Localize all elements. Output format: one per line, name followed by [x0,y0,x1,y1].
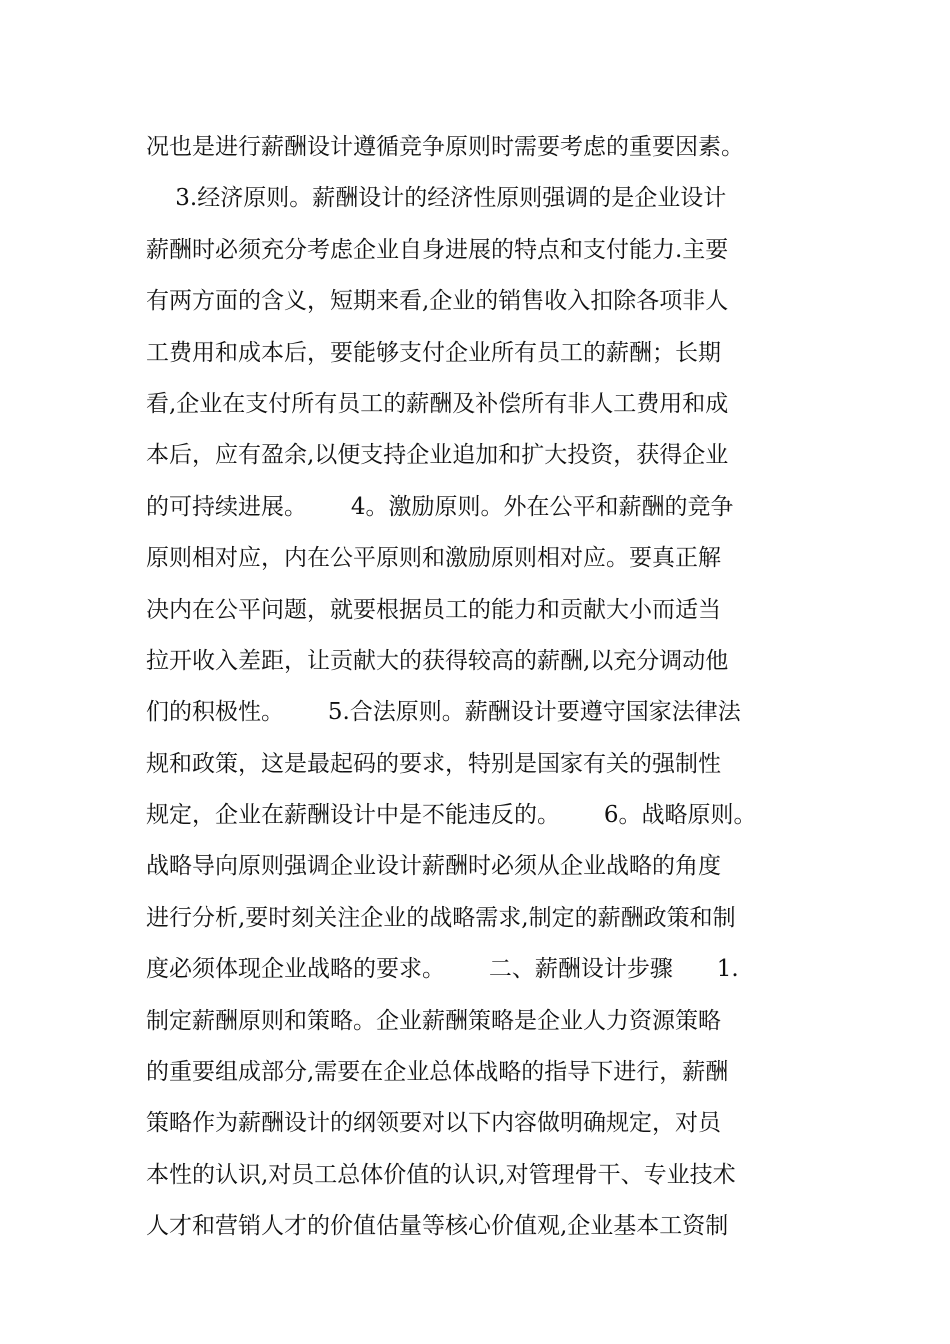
body-text [146,122,826,1253]
text-line-11: 拉开收入差距，让贡献大的获得较高的薪酬,以充分调动他 [146,647,729,674]
text-line-12: 们的积极性。 5.合法原则。薪酬设计要遵守国家法律法 [146,699,741,726]
text-line-18: 制定薪酬原则和策略。企业薪酬策略是企业人力资源策略 [146,1007,721,1034]
text-line-19: 的重要组成部分,需要在企业总体战略的指导下进行，薪酬 [146,1059,729,1086]
text-line-4: 有两方面的含义，短期来看,企业的销售收入扣除各项非人 [146,288,729,315]
text-line-7: 本后，应有盈余,以便支持企业追加和扩大投资，获得企业 [146,442,729,469]
text-line-15: 战略导向原则强调企业设计薪酬时必须从企业战略的角度 [146,853,721,880]
text-line-10: 决内在公平问题，就要根据员工的能力和贡献大小而适当 [146,596,721,623]
text-line-14: 规定，企业在薪酬设计中是不能违反的。 6。战略原则。 [146,802,757,829]
text-line-9: 原则相对应，内在公平原则和激励原则相对应。要真正解 [146,545,721,572]
text-line-5: 工费用和成本后，要能够支付企业所有员工的薪酬；长期 [146,339,721,366]
text-line-1: 况也是进行薪酬设计遵循竞争原则时需要考虑的重要因素。 [146,134,744,160]
text-line-6: 看,企业在支付所有员工的薪酬及补偿所有非人工费用和成 [146,390,729,417]
text-line-8: 的可持续进展。 4。激励原则。外在公平和薪酬的竞争 [146,493,734,520]
text-line-2: 3.经济原则。薪酬设计的经济性原则强调的是企业设计 [146,185,727,212]
text-line-17: 度必须体现企业战略的要求。 二、薪酬设计步骤 1. [146,956,739,983]
text-line-20: 策略作为薪酬设计的纲领要对以下内容做明确规定，对员 [146,1110,721,1137]
text-line-13: 规和政策，这是最起码的要求，特别是国家有关的强制性 [146,750,721,777]
text-line-16: 进行分析,要时刻关注企业的战略需求,制定的薪酬政策和制 [146,904,736,931]
text-line-3: 薪酬时必须充分考虑企业自身进展的特点和支付能力.主要 [146,236,729,263]
text-line-21: 本性的认识,对员工总体价值的认识,对管理骨干、专业技术 [146,1161,736,1188]
text-line-22: 人才和营销人才的价值估量等核心价值观,企业基本工资制 [146,1213,729,1240]
